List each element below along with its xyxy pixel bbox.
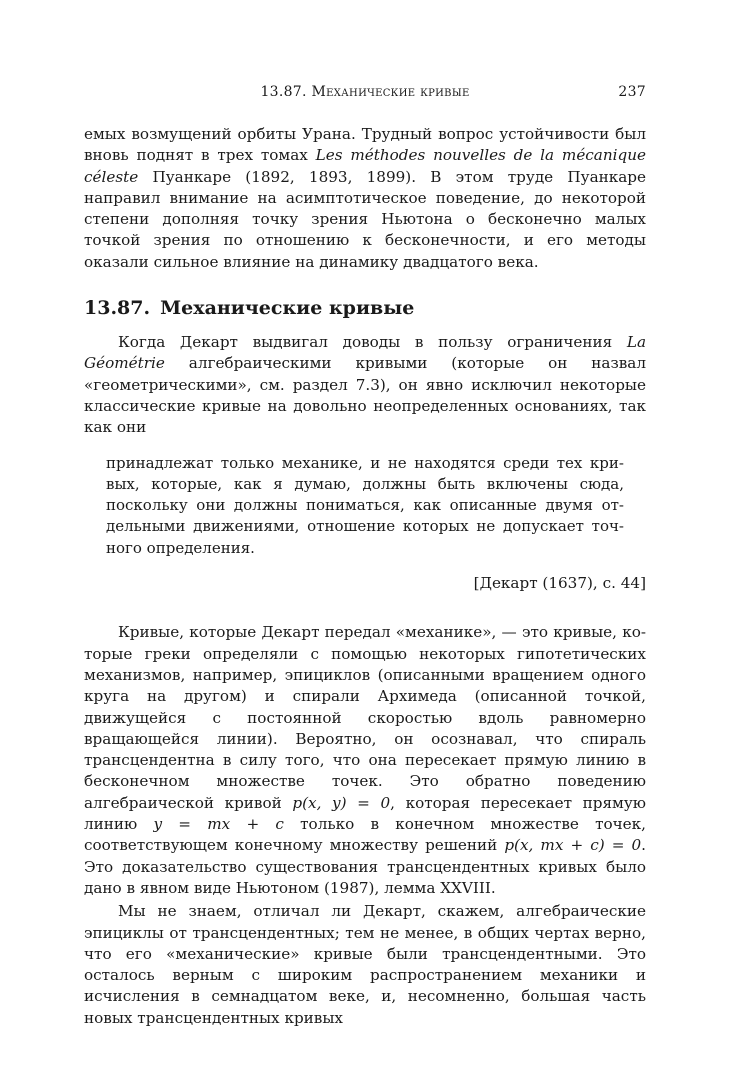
quote-citation: [Декарт (1637), с. 44] [473,574,646,593]
text-span: Пуанкаре (1892, 1893, 1899). В этом труде Пуанкаре направил внимание на асимптотическое поведение, до некоторой степени дополняя точку зрения Ньютона о бесконечно малых точкой зрения по отношению к бесконечности, и его методы оказали сильное влияние на динамику двадцатого века. [84,167,646,271]
quote-text: принадлежат только механике, и не находятся среди тех кривых, которые, как я думаю, должны быть включены сюда, поскольку они должны пониматься, как описанные двумя отдельными движениями, отношение которых не допускает точного определения. [106,453,624,557]
italic-title: Les méthodes nouvelles de la mécanique céleste [84,146,646,186]
paragraph-continued [84,124,646,273]
paragraph-descartes: Мы не знаем, отличал ли Декарт, скажем, алгебраические эпициклы от трансцендентных; тем не менее, в общих чертах верно, что его «механические» кривые были трансцендентными. Это осталось верным с широким распространением механики и исчисления в семнадцатом веке, и, несомненно, большая часть новых трансцендентных кривых [84,902,646,1027]
math-expression: p(x, y) = 0 [292,793,391,812]
section-number: 13.87. [84,297,151,320]
text-span: алгебраическими кривыми (которые он назвал «геометрическими», см. раздел 7.3), он явно исключил некоторые классические кривые на довольно неопределенных основаниях, так как они [84,354,646,437]
math-expression: p(x, mx + c) = 0 [504,836,642,855]
running-head-title: 13.87. Механические кривые [260,84,470,100]
italic-title: La Géométrie [84,333,646,373]
text-span: Когда Декарт выдвигал доводы в пользу ограничения [118,333,627,352]
text-span: Кривые, которые Декарт передал «механике», — это кривые, которые греки определяли с помощью некоторых гипотетических механизмов, например, эпициклов (описанными вращением одного круга на другом) и спирали Архимеда (описанной точкой, движущейся с постоянной скоростью вдоль равномерно вращающейся линии). Вероятно, он осознавал, что спираль трансцендентна в силу того, что она пересекает прямую линию в бесконечном множестве точек. Это обратно поведению алгебраической кривой [84,623,646,812]
paragraph-intro [84,332,646,438]
text-span: только в конечном множестве точек, соответствующем конечному множеству решений [84,815,646,855]
math-expression: y = mx + c [153,815,284,834]
paragraph-curves [84,622,646,899]
text-span: емых возмущений орбиты Урана. Трудный вопрос устойчивости был вновь поднят в трех томах [84,125,646,165]
text-span: . Это доказательство существования трансцендентных кривых было дано в явном виде Ньютоном (1987), лемма XXVIII. [84,836,646,897]
section-title: Механические кривые [160,297,415,320]
page-number: 237 [618,84,646,100]
book-page [84,84,646,1029]
block-quote [106,453,624,559]
text-span: , которая пересекает прямую линию [84,793,647,834]
section-heading [84,297,646,319]
running-head [84,84,646,106]
